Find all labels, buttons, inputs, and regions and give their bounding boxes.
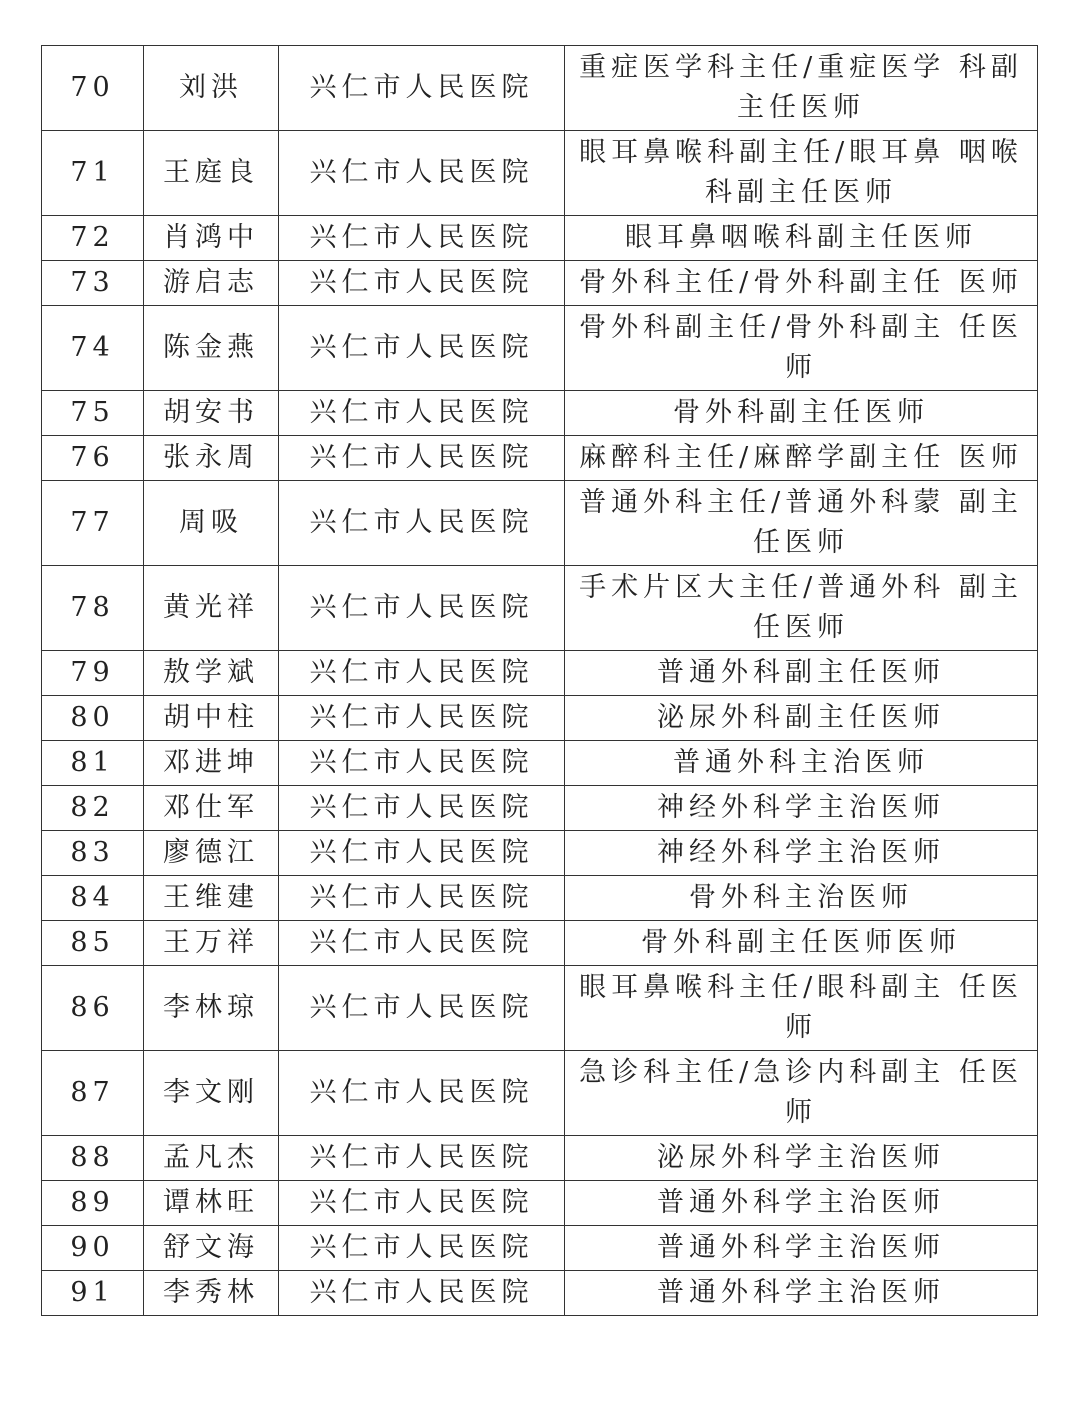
doctor-title: 眼耳鼻咽喉科副主任医师 <box>565 216 1038 261</box>
doctor-name: 舒文海 <box>144 1226 279 1271</box>
doctor-name: 邓进坤 <box>144 741 279 786</box>
hospital-name: 兴仁市人民医院 <box>279 1051 565 1136</box>
doctor-title: 泌尿外科学主治医师 <box>565 1136 1038 1181</box>
hospital-name: 兴仁市人民医院 <box>279 1181 565 1226</box>
doctor-title: 骨外科主任/骨外科副主任 医师 <box>565 261 1038 306</box>
doctor-name: 刘洪 <box>144 46 279 131</box>
doctor-name: 胡中柱 <box>144 696 279 741</box>
doctor-name: 游启志 <box>144 261 279 306</box>
hospital-name: 兴仁市人民医院 <box>279 216 565 261</box>
doctor-name: 邓仕军 <box>144 786 279 831</box>
doctor-name: 王维建 <box>144 876 279 921</box>
hospital-name: 兴仁市人民医院 <box>279 966 565 1051</box>
doctor-name: 谭林旺 <box>144 1181 279 1226</box>
row-number: 82 <box>42 786 144 831</box>
table-row <box>42 46 1038 131</box>
hospital-name: 兴仁市人民医院 <box>279 306 565 391</box>
hospital-name: 兴仁市人民医院 <box>279 1226 565 1271</box>
hospital-name: 兴仁市人民医院 <box>279 651 565 696</box>
table-row <box>42 831 1038 876</box>
doctor-title: 麻醉科主任/麻醉学副主任 医师 <box>565 436 1038 481</box>
doctor-name: 周吸 <box>144 481 279 566</box>
hospital-name: 兴仁市人民医院 <box>279 696 565 741</box>
doctor-title: 普通外科学主治医师 <box>565 1271 1038 1316</box>
row-number: 84 <box>42 876 144 921</box>
row-number: 78 <box>42 566 144 651</box>
hospital-name: 兴仁市人民医院 <box>279 131 565 216</box>
row-number: 71 <box>42 131 144 216</box>
row-number: 83 <box>42 831 144 876</box>
row-number: 81 <box>42 741 144 786</box>
doctor-roster-table <box>41 45 1038 1316</box>
table-row <box>42 1226 1038 1271</box>
roster-body <box>42 46 1038 1316</box>
hospital-name: 兴仁市人民医院 <box>279 481 565 566</box>
doctor-title: 手术片区大主任/普通外科 副主任医师 <box>565 566 1038 651</box>
doctor-name: 王万祥 <box>144 921 279 966</box>
hospital-name: 兴仁市人民医院 <box>279 741 565 786</box>
doctor-title: 泌尿外科副主任医师 <box>565 696 1038 741</box>
doctor-title: 急诊科主任/急诊内科副主 任医师 <box>565 1051 1038 1136</box>
doctor-name: 王庭良 <box>144 131 279 216</box>
table-row <box>42 876 1038 921</box>
row-number: 75 <box>42 391 144 436</box>
row-number: 91 <box>42 1271 144 1316</box>
table-row <box>42 1181 1038 1226</box>
row-number: 76 <box>42 436 144 481</box>
doctor-title: 骨外科副主任医师 <box>565 391 1038 436</box>
table-row <box>42 391 1038 436</box>
table-row <box>42 216 1038 261</box>
doctor-title: 普通外科主任/普通外科蒙 副主任医师 <box>565 481 1038 566</box>
row-number: 87 <box>42 1051 144 1136</box>
doctor-title: 普通外科学主治医师 <box>565 1226 1038 1271</box>
table-row <box>42 306 1038 391</box>
hospital-name: 兴仁市人民医院 <box>279 831 565 876</box>
row-number: 88 <box>42 1136 144 1181</box>
table-row <box>42 1136 1038 1181</box>
table-row <box>42 1051 1038 1136</box>
hospital-name: 兴仁市人民医院 <box>279 786 565 831</box>
doctor-title: 神经外科学主治医师 <box>565 831 1038 876</box>
hospital-name: 兴仁市人民医院 <box>279 1271 565 1316</box>
hospital-name: 兴仁市人民医院 <box>279 391 565 436</box>
doctor-name: 廖德江 <box>144 831 279 876</box>
doctor-title: 普通外科主治医师 <box>565 741 1038 786</box>
table-row <box>42 1271 1038 1316</box>
hospital-name: 兴仁市人民医院 <box>279 876 565 921</box>
table-row <box>42 651 1038 696</box>
row-number: 80 <box>42 696 144 741</box>
doctor-name: 孟凡杰 <box>144 1136 279 1181</box>
table-row <box>42 786 1038 831</box>
doctor-title: 骨外科副主任/骨外科副主 任医师 <box>565 306 1038 391</box>
row-number: 85 <box>42 921 144 966</box>
doctor-name: 陈金燕 <box>144 306 279 391</box>
doctor-title: 重症医学科主任/重症医学 科副主任医师 <box>565 46 1038 131</box>
table-row <box>42 566 1038 651</box>
table-row <box>42 741 1038 786</box>
hospital-name: 兴仁市人民医院 <box>279 46 565 131</box>
table-row <box>42 261 1038 306</box>
doctor-title: 眼耳鼻喉科副主任/眼耳鼻 咽喉科副主任医师 <box>565 131 1038 216</box>
doctor-name: 肖鸿中 <box>144 216 279 261</box>
table-row <box>42 696 1038 741</box>
doctor-title: 眼耳鼻喉科主任/眼科副主 任医师 <box>565 966 1038 1051</box>
row-number: 89 <box>42 1181 144 1226</box>
doctor-name: 李文刚 <box>144 1051 279 1136</box>
doctor-title: 骨外科主治医师 <box>565 876 1038 921</box>
table-row <box>42 131 1038 216</box>
hospital-name: 兴仁市人民医院 <box>279 921 565 966</box>
hospital-name: 兴仁市人民医院 <box>279 261 565 306</box>
hospital-name: 兴仁市人民医院 <box>279 1136 565 1181</box>
table-row <box>42 481 1038 566</box>
doctor-name: 胡安书 <box>144 391 279 436</box>
row-number: 79 <box>42 651 144 696</box>
row-number: 77 <box>42 481 144 566</box>
row-number: 70 <box>42 46 144 131</box>
doctor-name: 敖学斌 <box>144 651 279 696</box>
doctor-title: 普通外科副主任医师 <box>565 651 1038 696</box>
row-number: 74 <box>42 306 144 391</box>
doctor-name: 李秀林 <box>144 1271 279 1316</box>
doctor-name: 黄光祥 <box>144 566 279 651</box>
row-number: 86 <box>42 966 144 1051</box>
row-number: 73 <box>42 261 144 306</box>
table-row <box>42 966 1038 1051</box>
doctor-name: 张永周 <box>144 436 279 481</box>
row-number: 90 <box>42 1226 144 1271</box>
hospital-name: 兴仁市人民医院 <box>279 566 565 651</box>
table-row <box>42 436 1038 481</box>
table-row <box>42 921 1038 966</box>
doctor-name: 李林琼 <box>144 966 279 1051</box>
doctor-title: 骨外科副主任医师医师 <box>565 921 1038 966</box>
doctor-title: 普通外科学主治医师 <box>565 1181 1038 1226</box>
doctor-title: 神经外科学主治医师 <box>565 786 1038 831</box>
row-number: 72 <box>42 216 144 261</box>
hospital-name: 兴仁市人民医院 <box>279 436 565 481</box>
